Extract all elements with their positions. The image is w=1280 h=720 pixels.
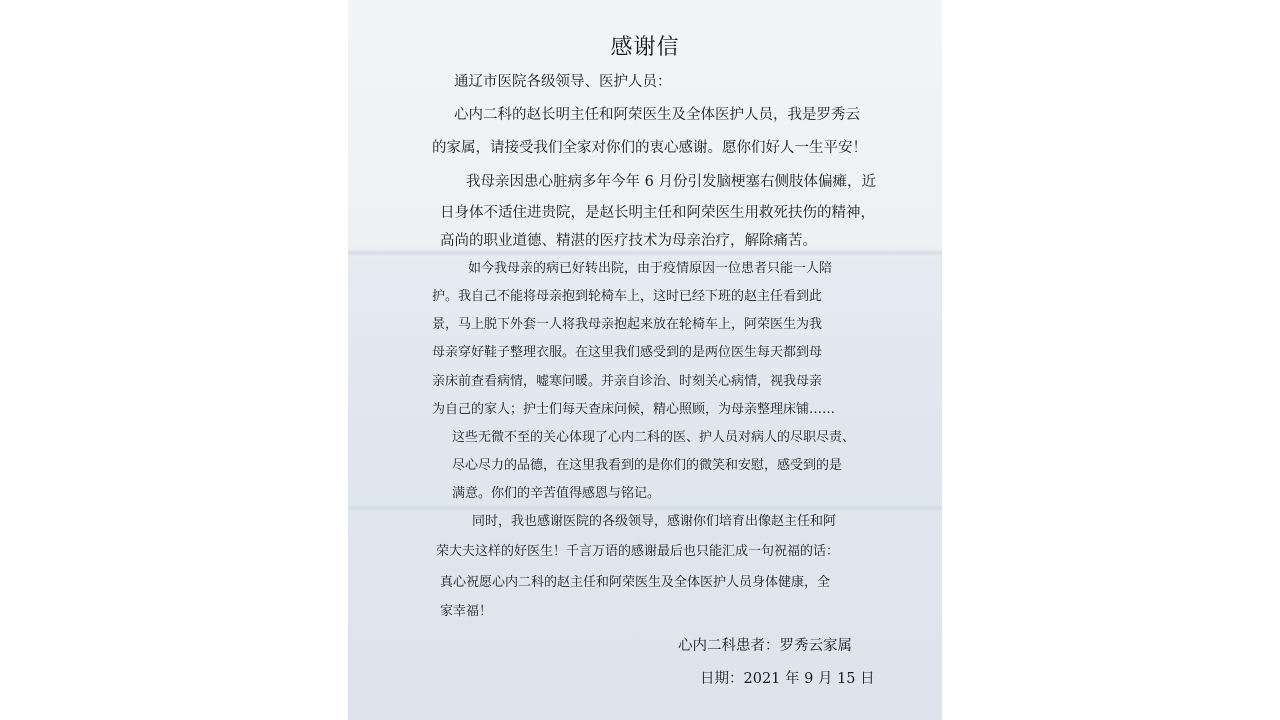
letter-title: 感谢信 (610, 35, 680, 60)
letter-date: 日期：2021 年 9 月 15 日 (700, 671, 875, 687)
para3-line: 亲床前查看病情，嘘寒问暖。并亲自诊治、时刻关心病情，视我母亲 (432, 374, 823, 389)
para3-line: 为自己的家人；护士们每天查床问候，精心照顾，为母亲整理床铺…… (432, 402, 836, 417)
letter-paper (348, 0, 942, 720)
para3-line: 护。我自己不能将母亲抱到轮椅车上，这时已经下班的赵主任看到此 (432, 289, 823, 304)
para2-line: 我母亲因患心脏病多年今年 6 月份引发脑梗塞右侧肢体偏瘫，近 (466, 174, 876, 190)
para4-line: 家幸福！ (440, 604, 493, 619)
para4-line: 真心祝愿心内二科的赵主任和阿荣医生及全体医护人员身体健康，全 (440, 575, 831, 590)
para4-line: 同时，我也感谢医院的各级领导，感谢你们培育出像赵主任和阿 (472, 514, 837, 529)
para1-line: 心内二科的赵长明主任和阿荣医生及全体医护人员，我是罗秀云 (454, 107, 860, 123)
para3-line: 尽心尽力的品德，在这里我看到的是你们的微笑和安慰，感受到的是 (452, 458, 843, 473)
para4-line: 荣大夫这样的好医生！千言万语的感谢最后也只能汇成一句祝福的话： (436, 544, 840, 559)
para3-line: 如今我母亲的病已好转出院，由于疫情原因一位患者只能一人陪 (468, 261, 833, 276)
para3-line: 这些无微不至的关心体现了心内二科的医、护人员对病人的尽职尽责、 (452, 430, 856, 445)
para3-line: 景，马上脱下外套一人将我母亲抱起来放在轮椅车上，阿荣医生为我 (432, 317, 823, 332)
para2-line: 高尚的职业道德、精湛的医疗技术为母亲治疗，解除痛苦。 (440, 233, 817, 249)
para2-line: 日身体不适住进贵院，是赵长明主任和阿荣医生用救死扶伤的精神， (440, 205, 875, 221)
para1-line: 的家属，请接受我们全家对你们的衷心感谢。愿你们好人一生平安！ (432, 140, 867, 156)
para3-line: 母亲穿好鞋子整理衣服。在这里我们感受到的是两位医生每天都到母 (432, 345, 823, 360)
signature: 心内二科患者：罗秀云家属 (678, 638, 852, 654)
salutation: 通辽市医院各级领导、医护人员： (454, 74, 672, 90)
para3-line: 满意。你们的辛苦值得感恩与铭记。 (452, 486, 661, 501)
